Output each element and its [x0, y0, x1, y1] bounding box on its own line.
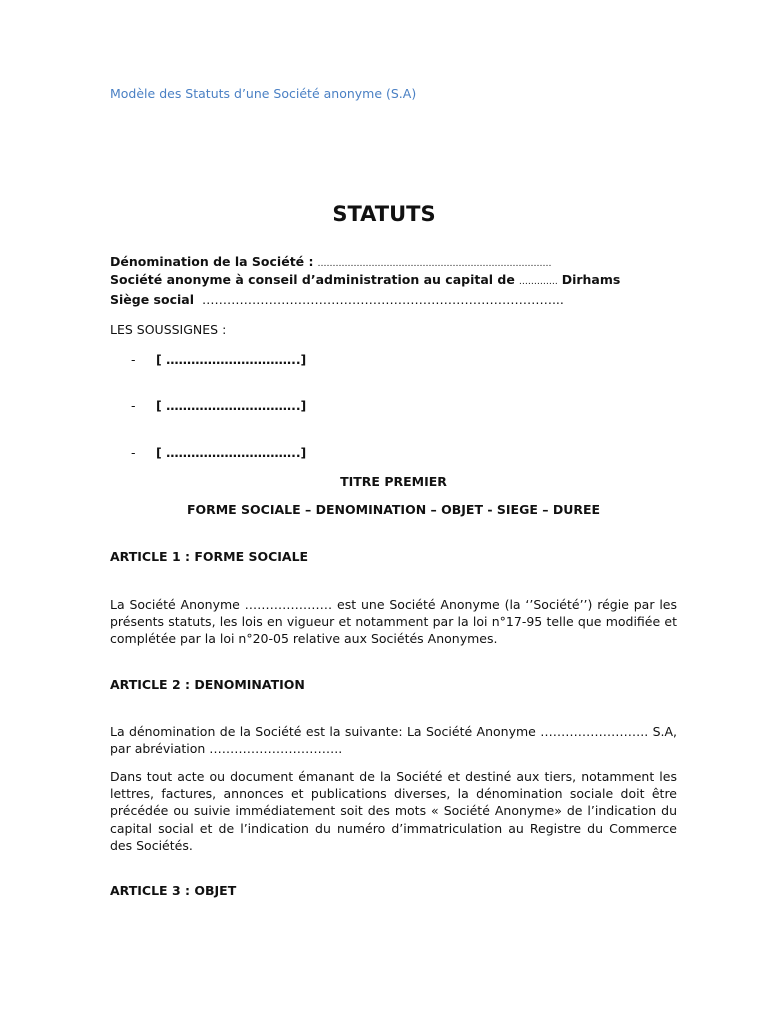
- list-item-dash: -: [131, 352, 136, 367]
- article-2-paragraph-2: Dans tout acte ou document émanant de la Société et destiné aux tiers, notamment les lettres, factures, annonces et publications diverses, la dénomination sociale doit être précédée ou suivie immédiatement soit des mots « Société Anonyme» de l’indication du capital social et de l’indication du numéro d’immatriculation au Registre du Commerce des Sociétés.: [110, 769, 677, 853]
- article-2-heading: ARTICLE 2 : DENOMINATION: [110, 677, 305, 692]
- titre-premier-subheading: FORME SOCIALE – DENOMINATION – OBJET - SIEGE – DUREE: [186, 502, 601, 517]
- article-1-paragraph: La Société Anonyme ………………… est une Société Anonyme (la ‘’Société’’) régie par les présents statuts, les lois en vigueur et notamment par la loi n°17-95 telle que modifiée et complétée par la loi n°20-05 relative aux Sociétés Anonymes.: [110, 597, 677, 647]
- soussignes-label: LES SOUSSIGNES :: [110, 322, 227, 337]
- capital-unit: Dirhams: [561, 272, 621, 287]
- capital-line: [110, 272, 620, 290]
- list-item-dash: -: [131, 398, 136, 413]
- denomination-label: Dénomination de la Société :: [110, 254, 314, 269]
- siege-line: [110, 292, 564, 308]
- document-title: STATUTS: [332, 202, 436, 226]
- list-item: [ …………………………..]: [156, 352, 307, 367]
- header-note: Modèle des Statuts d’une Société anonyme (S.A): [110, 86, 417, 101]
- list-item: [ …………………………..]: [156, 445, 307, 460]
- article-1-heading: ARTICLE 1 : FORME SOCIALE: [110, 549, 309, 564]
- siege-blank: …………………………………………………………………………...: [201, 292, 564, 307]
- denomination-line: [110, 254, 551, 272]
- titre-premier-heading: TITRE PREMIER: [340, 474, 447, 489]
- capital-blank: ………….: [518, 277, 558, 287]
- siege-label: Siège social: [110, 292, 194, 307]
- denomination-blank: ……………………………………………………………………: [317, 259, 552, 269]
- capital-label: Société anonyme à conseil d’administration au capital de: [110, 272, 515, 287]
- article-3-heading: ARTICLE 3 : OBJET: [110, 883, 237, 898]
- article-2-paragraph-1: La dénomination de la Société est la suivante: La Société Anonyme …………………….. S.A, par abréviation …………………………..: [110, 724, 677, 757]
- list-item: [ …………………………..]: [156, 398, 307, 413]
- list-item-dash: -: [131, 445, 136, 460]
